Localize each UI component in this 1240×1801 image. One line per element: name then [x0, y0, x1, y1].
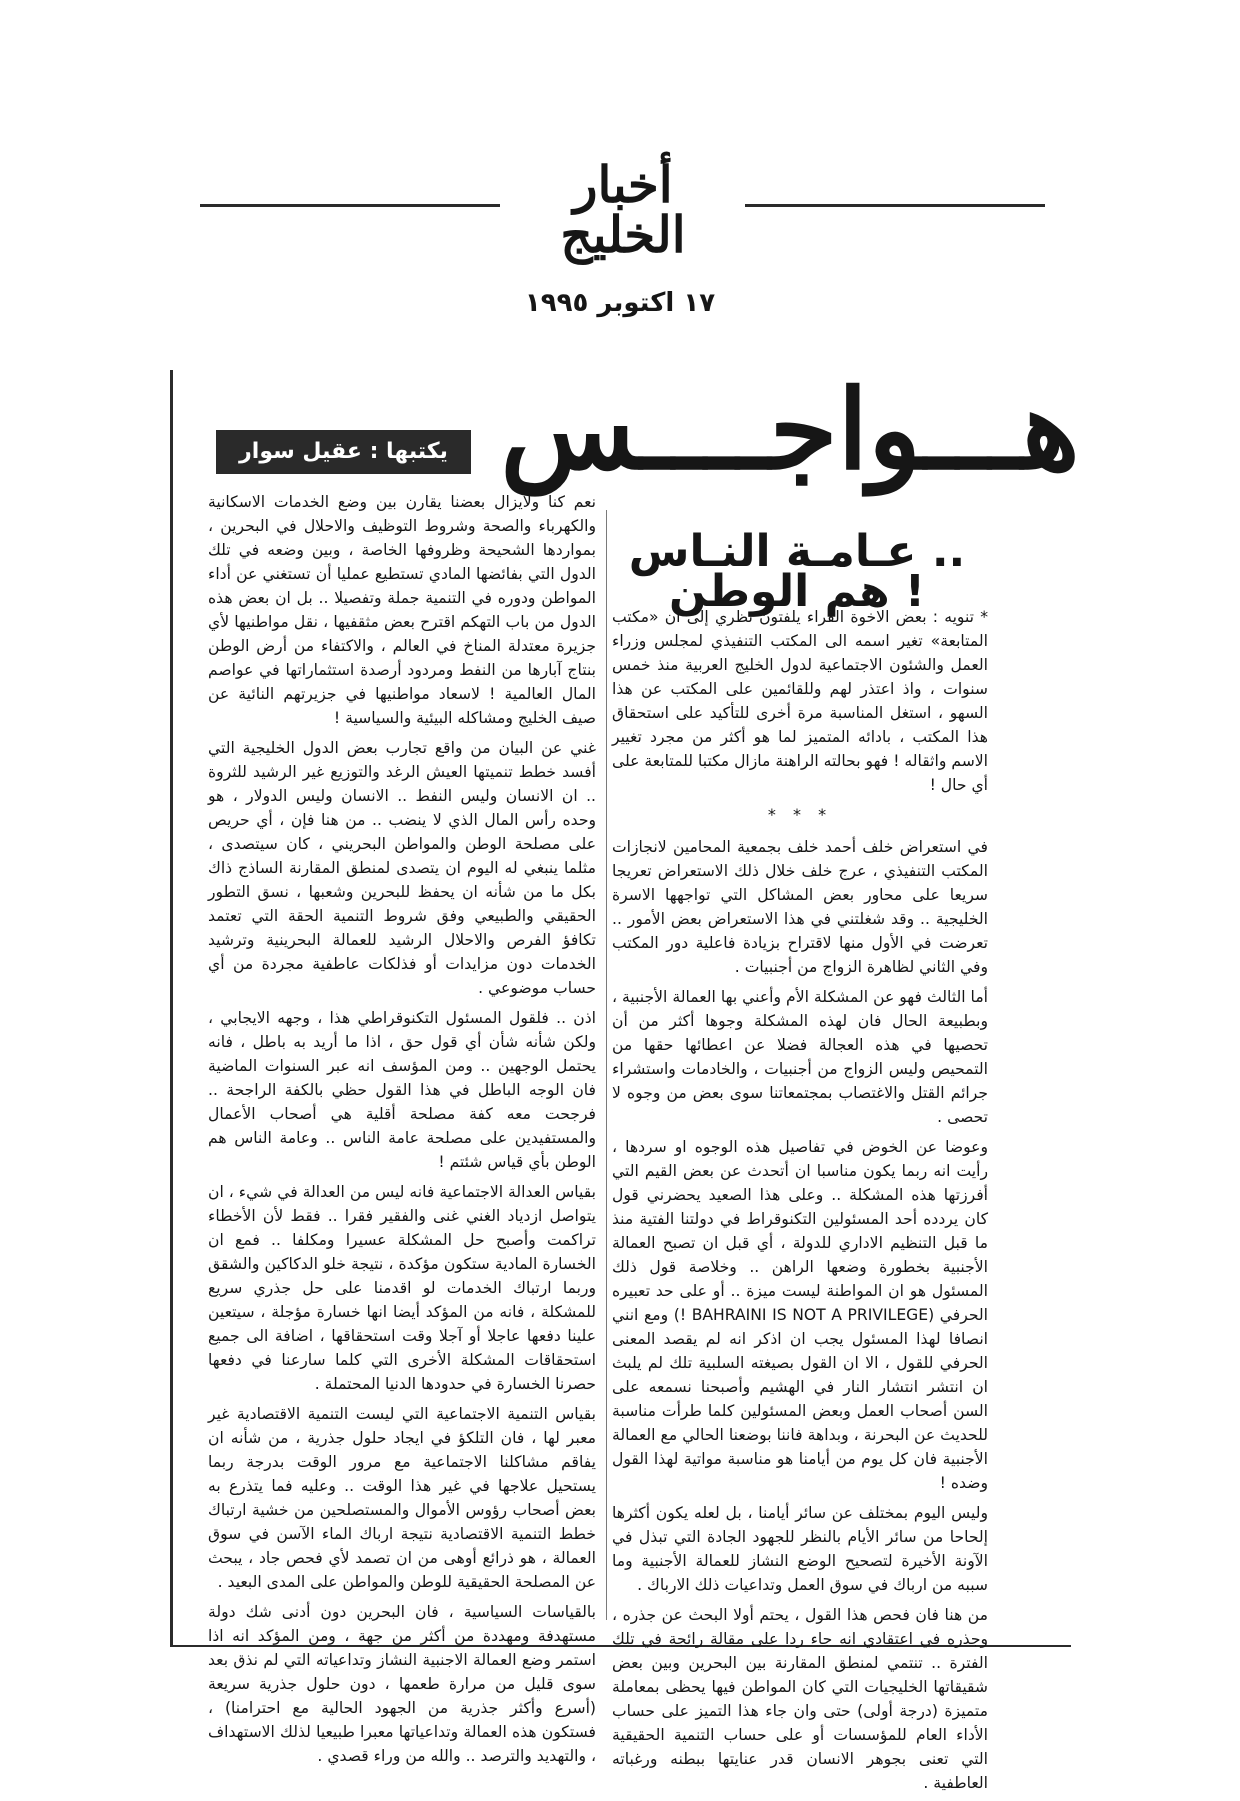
byline-badge: يكتبها : عقيل سوار — [216, 430, 471, 474]
article-column-left — [208, 490, 596, 1774]
column-title: هـــواجــــس — [500, 365, 1080, 494]
newspaper-masthead: أخبار الخليج — [560, 155, 686, 264]
section-separator: * * * — [767, 805, 833, 824]
article-paragraph: وعوضا عن الخوض في تفاصيل هذه الوجوه او سردها ، رأيت انه ربما يكون مناسبا ان أتحدث عن بعض القيم التي أفرزتها هذه المشكلة .. وعلى هذا الصعيد يحضرني قول كان يردده أحد المسئولين التكنوقراط في دولتنا الفتية منذ ما قبل التنظيم الاداري للدولة ، أي قبل ان تصبح العمالة الأجنبية بخطورة وضعها الراهن .. وخلاصة قول ذلك المسئول هو ان المواطنة ليست ميزة .. أو على حد تعبيره الحرفي (BAHRAINI IS NOT A PRIVILEGE !) ومع انني انصافا لهذا المسئول يجب ان اذكر انه لم يقصد المعنى الحرفي للقول ، الا ان القول بصيغته السلبية تلك لم يلبث ان انتشر انتشار النار في الهشيم وأصبحنا نسمعه على السن أصحاب العمل وبعض المسئولين كلما طرأت مناسبة للحديث عن البحرنة ، وبداهة فاننا بوضعنا الحالي مع العمالة الأجنبية فان كل يوم من أيامنا هو مناسبة مواتية لهذا القول وضده ! — [612, 1138, 988, 1492]
column-divider — [606, 510, 607, 1620]
masthead-rule-left — [200, 204, 500, 207]
article-paragraph: غني عن البيان من واقع تجارب بعض الدول الخليجية التي أفسد خطط تنميتها العيش الرغد والتوزيع غير الرشيد للثروة .. ان الانسان وليس النفط .. الانسان وليس الدولار ، هو وحده رأس المال الذي لا ينضب .. من هنا فإن ، أي حريص على مصلحة الوطن والمواطن البحريني ، كان سيتصدى ، مثلما ينبغي له اليوم ان يتصدى لمنطق المقارنة الساذج ذاك بكل ما من شأنه ان يحفظ للبحرين وشعبها ، نسق التطور الحقيقي والطبيعي وفق شروط التنمية الحقة التي تعتمد تكافؤ الفرص والاحلال الرشيد للعمالة البحرينية وترشيد الخدمات دون مزايدات أو فذلكات عاطفية مجردة من أي حساب موضوعي . — [208, 739, 596, 997]
article-paragraph: بقياس التنمية الاجتماعية التي ليست التنمية الاقتصادية غير معبر لها ، فان التلكؤ في ايجاد حلول جذرية ، من شأنه ان يفاقم مشاكلنا الاجتماعية مع مرور الوقت بدرجة ربما يستحيل علاجها في غير هذا الوقت .. وعليه فما يتذرع به بعض أصحاب رؤوس الأموال والمستصلحين من خشية ارتباك خطط التنمية الاقتصادية نتيجة ارباك الماء الآسن في سوق العمالة ، هو ذرائع أوهى من ان تصمد لأي فحص جاد ، يبحث عن المصلحة الحقيقية للوطن والمواطن على المدى البعيد . — [208, 1405, 596, 1591]
article-paragraph: أما الثالث فهو عن المشكلة الأم وأعني بها العمالة الأجنبية ، وبطبيعة الحال فان لهذه المشكلة وجوها أكثر من أن تحصيها في هذه العجالة فضلا عن اعطائها حقها من التمحيص وليس الزواج من أجنبيات ، والخادمات واستشراء جرائم القتل والاغتصاب بمجتمعاتنا سوى بعض من وجوه لا تحصى . — [612, 988, 988, 1126]
article-column-right — [612, 605, 988, 1801]
article-paragraph: في استعراض خلف أحمد خلف بجمعية المحامين لانجازات المكتب التنفيذي ، عرج خلف خلال ذلك الاستعراض تعريجا سريعا على محاور بعض المشاكل التي تواجهها الاسرة الخليجية .. وقد شغلتني في هذا الاستعراض بعض الأمور .. تعرضت في الأول منها لاقتراح بزيادة فاعلية دور المكتب وفي الثاني لظاهرة الزواج من أجنبيات . — [612, 838, 988, 976]
article-paragraph: بالقياسات السياسية ، فان البحرين دون أدنى شك دولة مستهدفة ومهددة من أكثر من جهة ، ومن المؤكد انه اذا استمر وضع العمالة الاجنبية النشاز وتداعياته التي لم نذق بعد سوى قليل من مرارة طعمها ، دون حلول جذرية سريعة (أسرع وأكثر جذرية من الجهود الحالية مع احترامنا) ، فستكون هذه العمالة وتداعياتها معبرا طبيعيا لذلك الاستهداف ، والتهديد والترصد .. والله من وراء قصدي . — [208, 1603, 596, 1765]
headline-line-2: هم الوطن ! — [669, 566, 925, 617]
article-paragraph: وليس اليوم بمختلف عن سائر أيامنا ، بل لعله يكون أكثرها إلحاحا من سائر الأيام بالنظر للجهود الجادة التي تبذل في الآونة الأخيرة لتصحيح الوضع النشاز للعمالة الأجنبية وما سببه من ارباك في سوق العمل وتداعيات ذلك الارباك . — [612, 1504, 988, 1594]
article-paragraph: بقياس العدالة الاجتماعية فانه ليس من العدالة في شيء ، ان يتواصل ازدياد الغني غنى والفقير فقرا .. فقط لأن الأخطاء تراكمت وأصبح حل المشكلة عسيرا ومكلفا .. فمع ان الخسارة المادية ستكون مؤكدة ، نتيجة خلو الدكاكين والشقق وربما ارتباك الخدمات لو اقدمنا على حل جذري سريع للمشكلة ، فانه من المؤكد أيضا انها خسارة مؤجلة ، سيتعين علينا دفعها عاجلا أو آجلا وقت استحقاقها ، اضافة الى جميع استحقاقات المشكلة الأخرى التي كلما سارعنا في دفعها حصرنا الخسارة في حدودها الدنيا المحتملة . — [208, 1183, 596, 1393]
editor-note: * تنويه : بعض الاخوة القراء يلفتون نظري إلى ان «مكتب المتابعة» تغير اسمه الى المكتب التنفيذي لمجلس وزراء العمل والشئون الاجتماعية لدول الخليج العربية منذ خمس سنوات ، واذ اعتذر لهم وللقائمين على المكتب عن هذا السهو ، استغل المناسبة مرة أخرى للتأكيد على استحقاق هذا المكتب ، بادائه المتميز لما هو أكثر من مجرد تغيير الاسم واثقاله ! فهو بحالته الراهنة مازال مكتبا للمتابعة على أي حال ! — [612, 608, 988, 794]
issue-date: ١٧ اكتوبر ١٩٩٥ — [524, 288, 716, 318]
article-paragraph: نعم كنا ولايزال بعضنا يقارن بين وضع الخدمات الاسكانية والكهرباء والصحة وشروط التوظيف والاحلال في البحرين ، بمواردها الشحيحة وظروفها الخاصة ، وبين وضعه في تلك الدول التي بفائضها المادي تستطيع عمليا أن تستغني عن أداء المواطن ودوره في التنمية جملة وتفصيلا .. بل ان بعض هذه الدول من باب التهكم اقترح بعض مثقفيها ، نقل مواطنيها لأي جزيرة معتدلة المناخ في العالم ، والاكتفاء من أرض الوطن بنتاج آبارها من النفط ومردود أرصدة استثماراتها في عواصم المال العالمية ! لاسعاد مواطنيها في جزيرتهم النائية عن صيف الخليج ومشاكله البيئية والسياسية ! — [208, 493, 596, 727]
article-paragraph: من هنا فان فحص هذا القول ، يحتم أولا البحث عن جذره ، وجذره في اعتقادي انه جاء ردا على مقالة رائجة في تلك الفترة .. تنتمي لمنطق المقارنة بين البحرين وبين بعض شقيقاتها الخليجيات التي كان المواطن فيها يحظى بمعاملة متميزة (درجة أولى) حتى وان جاء هذا التميز على حساب الأداء العام للمؤسسات أو على حساب التنمية الحقيقية التي تعنى بجوهر الانسان قدر عنايتها ببطنه ورغباته العاطفية . — [612, 1606, 988, 1792]
article-paragraph: اذن .. فلقول المسئول التكنوقراطي هذا ، وجهه الايجابي ، ولكن شأنه شأن أي قول حق ، اذا ما أريد به باطل ، فانه يحتمل الوجهين .. ومن المؤسف انه عبر السنوات الماضية فان الوجه الباطل في هذا القول حظي بالكفة الراجحة .. فرجحت معه كفة مصلحة أقلية هي أصحاب الأعمال والمستفيدين على مصلحة عامة الناس .. وعامة الناس هم الوطن بأي قياس شئتم ! — [208, 1009, 596, 1171]
masthead-rule-right — [745, 204, 1045, 207]
headline-line-1: عـامـة النـاس .. — [628, 526, 966, 577]
